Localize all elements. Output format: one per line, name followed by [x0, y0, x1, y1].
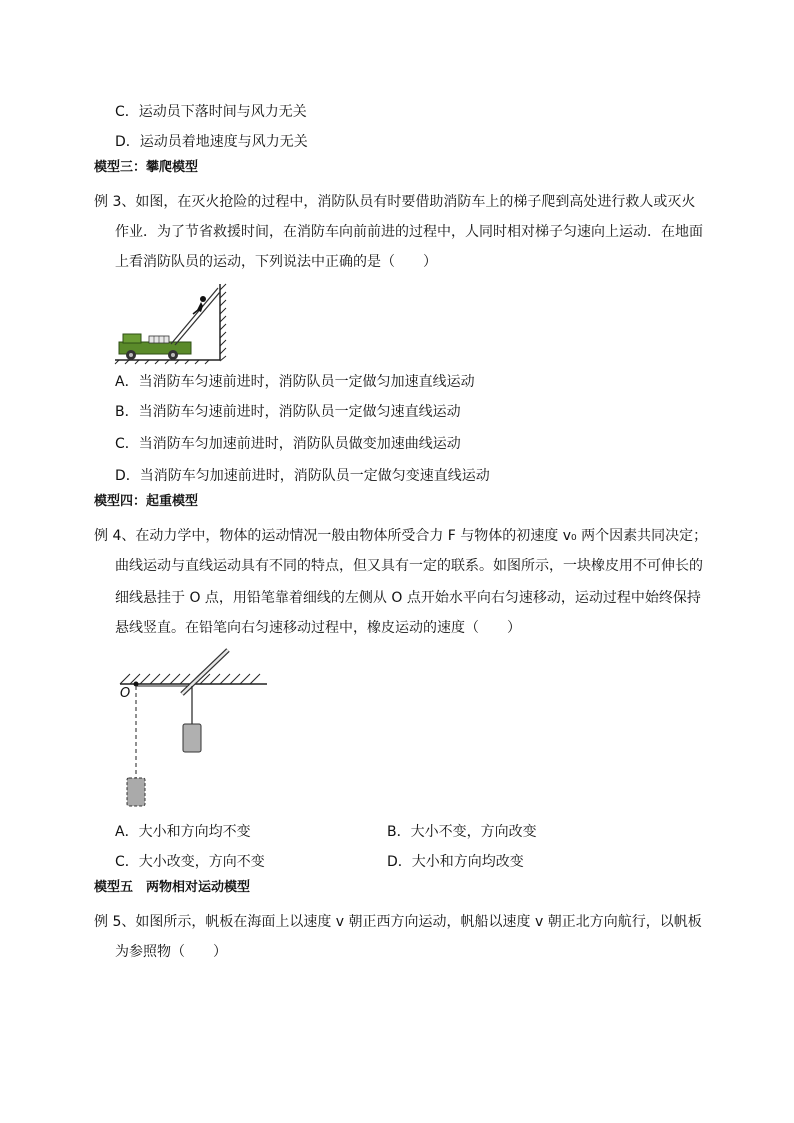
- question-4-line-1: 例 4、在动力学中，物体的运动情况一般由物体所受合力 F 与物体的初速度 v₀ 两个因素共同决定；: [94, 528, 708, 544]
- question-3-line-2: 作业．为了节省救援时间，在消防车向前前进的过程中，人同时相对梯子匀速向上运动．在地面: [115, 224, 703, 240]
- question-4-line-2: 曲线运动与直线运动具有不同的特点，但又具有一定的联系。如图所示，一块橡皮用不可伸长的: [115, 558, 703, 574]
- point-o-label: O: [120, 686, 131, 701]
- option-4c: C．大小改变，方向不变: [115, 854, 265, 870]
- question-5-line-1: 例 5、如图所示，帆板在海面上以速度 v 朝正西方向运动，帆船以速度 v 朝正北方向航行，以帆板: [94, 914, 702, 930]
- eraser-pendulum-figure: [112, 650, 272, 812]
- option-d-prev: D．运动员着地速度与风力无关: [115, 134, 308, 150]
- option-c-prev: C．运动员下落时间与风力无关: [115, 104, 307, 120]
- question-3-line-3: 上看消防队员的运动，下列说法中正确的是（ ）: [115, 254, 437, 270]
- question-3-line-1: 例 3、如图，在灭火抢险的过程中，消防队员有时要借助消防车上的梯子爬到高处进行救人或灭火: [94, 194, 696, 210]
- section-heading-model5: 模型五 两物相对运动模型: [94, 880, 251, 895]
- fire-truck-figure: [115, 282, 230, 364]
- section-heading-model3: 模型三：攀爬模型: [94, 160, 199, 175]
- option-4b: B．大小不变，方向改变: [387, 824, 537, 840]
- option-4a: A．大小和方向均不变: [115, 824, 251, 840]
- option-3c: C．当消防车匀加速前进时，消防队员做变加速曲线运动: [115, 436, 461, 452]
- option-4d: D．大小和方向均改变: [387, 854, 524, 870]
- option-3b: B．当消防车匀速前进时，消防队员一定做匀速直线运动: [115, 404, 461, 420]
- option-3a: A．当消防车匀速前进时，消防队员一定做匀加速直线运动: [115, 374, 475, 390]
- question-5-line-2: 为参照物（ ）: [115, 944, 227, 960]
- option-3d: D．当消防车匀加速前进时，消防队员一定做匀变速直线运动: [115, 468, 490, 484]
- question-4-line-4: 悬线竖直。在铅笔向右匀速移动过程中，橡皮运动的速度（ ）: [115, 620, 521, 636]
- section-heading-model4: 模型四：起重模型: [94, 494, 199, 509]
- question-4-line-3: 细线悬挂于 O 点，用铅笔靠着细线的左侧从 O 点开始水平向右匀速移动，运动过程中始终保持: [115, 590, 701, 606]
